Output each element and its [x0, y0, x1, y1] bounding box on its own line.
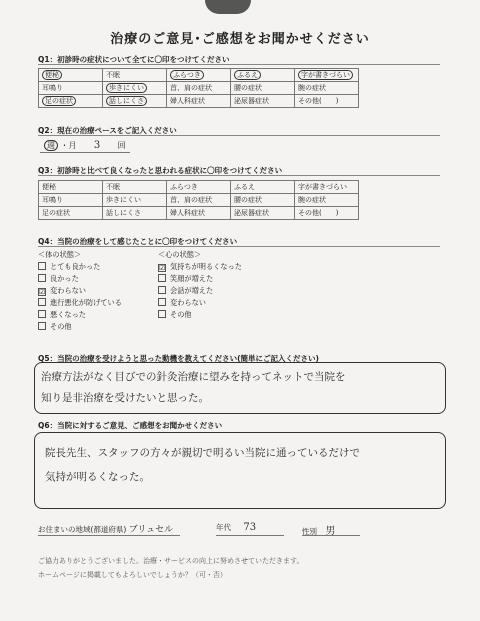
q3-item: 婦人科症状	[170, 209, 205, 217]
q1-table	[38, 68, 359, 108]
q3-cell[interactable]	[39, 194, 103, 207]
q4-option-label: 会話が増えた	[170, 286, 214, 295]
q2-label: Q2：現在の治療ペースをご記入ください	[38, 125, 440, 136]
scan-artifact	[205, 0, 251, 14]
age-value: 73	[243, 522, 257, 533]
q3-table	[38, 180, 359, 220]
q5-answer-line-2: 知り是非治療を受けたいと思った。	[41, 392, 209, 404]
q1-item: 足の症状	[42, 96, 76, 106]
q3-item: ふらつき	[170, 183, 198, 191]
q1-item: 婦人科症状	[170, 97, 205, 105]
checkbox[interactable]	[158, 286, 166, 294]
q2-pace-count: 3	[93, 140, 101, 151]
q3-cell[interactable]	[295, 207, 359, 220]
q4-body-option[interactable]	[38, 297, 122, 309]
age-underline	[216, 535, 284, 536]
q4-option-label: 気持ちが明るくなった	[170, 262, 242, 271]
q4-option-label: 変わらない	[170, 298, 206, 307]
q4-body-list	[38, 249, 122, 333]
q3-cell[interactable]	[103, 181, 167, 194]
checkbox[interactable]	[38, 262, 46, 270]
q4-body-option[interactable]	[38, 273, 122, 285]
q4-option-label: 悪くなった	[50, 310, 86, 319]
page-title: 治療のご意見･ご感想をお聞かせください	[110, 32, 370, 47]
q1-cell[interactable]	[39, 82, 103, 95]
q1-cell[interactable]	[103, 69, 167, 82]
q1-cell[interactable]	[231, 95, 295, 108]
q1-cell[interactable]	[167, 82, 231, 95]
checkbox-checked[interactable]: ☑	[39, 288, 46, 296]
q1-cell[interactable]	[167, 69, 231, 82]
q1-item: 不眠	[106, 71, 120, 79]
q1-item: 腕の症状	[298, 84, 326, 92]
q3-item: 腰の症状	[234, 196, 262, 204]
q4-option-label: その他	[50, 322, 72, 331]
q3-item: 首、肩の症状	[170, 196, 212, 204]
q5-label: Q5：当院の治療を受けようと思った動機を教えてください(簡単にご記入ください)	[38, 354, 319, 363]
region-value: ブリュセル	[128, 525, 174, 535]
q3-item: 話しにくさ	[106, 209, 141, 217]
region-underline	[38, 535, 180, 536]
q4-option-label: とても良かった	[50, 262, 101, 271]
checkbox[interactable]	[158, 298, 166, 306]
age-label: 年代	[216, 523, 231, 532]
q1-cell[interactable]	[295, 69, 359, 82]
q3-cell[interactable]	[167, 181, 231, 194]
q4-option-label: 進行悪化が防げている	[50, 298, 122, 307]
consent-text: ホームページに掲載してもよろしいでしょうか？（可・否）	[38, 571, 227, 579]
thanks-text: ご協力ありがとうございました。治療・サービスの向上に努めさせていただきます。	[38, 557, 304, 565]
q3-item: 歩きにくい	[106, 196, 141, 204]
checkbox[interactable]	[38, 322, 46, 330]
q6-answer-box[interactable]	[34, 432, 446, 509]
q1-item: 首、肩の症状	[170, 84, 212, 92]
q1-cell[interactable]	[39, 69, 103, 82]
q3-item: 泌尿器症状	[234, 209, 269, 217]
q6-label: Q6：当院に対するご意見、ご感想をお聞かせください	[38, 421, 223, 430]
q1-item: その他( )	[298, 97, 339, 105]
q3-item: 字が書きづらい	[298, 183, 347, 191]
q4-mind-option[interactable]	[158, 273, 242, 285]
q4-option-label: 笑顔が増えた	[170, 274, 214, 283]
q6-answer-line-2: 気持が明るくなった。	[45, 471, 150, 483]
region-label: お住まいの地域(都道府県)	[38, 525, 127, 534]
q3-item: 不眠	[106, 183, 120, 191]
q1-item: ふるえ	[234, 70, 261, 80]
q1-item: 腰の症状	[234, 84, 262, 92]
q3-item: 足の症状	[42, 209, 70, 217]
q1-item: ふらつき	[170, 70, 204, 80]
q3-cell[interactable]	[231, 207, 295, 220]
q2-underline	[40, 152, 130, 153]
checkbox[interactable]	[158, 310, 166, 318]
q3-cell[interactable]	[39, 207, 103, 220]
q4-mind-option[interactable]	[158, 261, 242, 273]
checkbox[interactable]	[158, 274, 166, 282]
q4-body-option[interactable]	[38, 309, 122, 321]
q1-item: 字が書きづらい	[298, 70, 353, 80]
q1-cell[interactable]	[103, 95, 167, 108]
sex-value: 男	[325, 526, 336, 537]
region-field[interactable]	[38, 522, 178, 535]
q4-mind-list	[158, 249, 242, 321]
q5-answer-line-1: 治療方法がなく目びでの針灸治療に望みを持ってネットで当院を	[41, 371, 346, 383]
q2-pace-unit: 回	[117, 141, 126, 150]
q3-item: 耳鳴り	[42, 196, 63, 204]
q3-cell[interactable]	[103, 194, 167, 207]
checkbox[interactable]	[38, 298, 46, 306]
q4-body-option[interactable]	[38, 321, 122, 333]
q4-option-label: 良かった	[50, 274, 79, 283]
q1-cell[interactable]	[231, 69, 295, 82]
q1-item: 便秘	[42, 70, 62, 80]
q3-item: その他( )	[298, 209, 339, 217]
q6-answer-line-1: 院長先生、スタッフの方々が親切で明るい当院に通っているだけで	[45, 447, 360, 459]
checkbox[interactable]	[38, 274, 46, 282]
q3-label: Q3：初診時と比べて良くなったと思われる症状に〇印をつけてください	[38, 165, 440, 176]
q5-answer-box[interactable]	[34, 362, 446, 414]
q1-cell[interactable]	[231, 82, 295, 95]
q4-label: Q4：当院の治療をして感じたことに〇印をつけてください	[38, 236, 440, 247]
q3-cell[interactable]	[231, 181, 295, 194]
checkbox-checked[interactable]: ☑	[159, 264, 166, 272]
q1-cell[interactable]	[167, 95, 231, 108]
q1-item: 話しにくさ	[106, 96, 147, 106]
q3-cell[interactable]	[167, 194, 231, 207]
q1-cell[interactable]	[295, 95, 359, 108]
q3-cell[interactable]	[39, 181, 103, 194]
age-field[interactable]	[216, 522, 256, 533]
q4-mind-option[interactable]	[158, 309, 242, 321]
q3-item: ふるえ	[234, 183, 255, 191]
q1-item: 歩きにくい	[106, 83, 147, 93]
q4-body-head: ＜体の状態＞	[38, 250, 82, 259]
q3-cell[interactable]	[103, 207, 167, 220]
q4-mind-head: ＜心の状態＞	[158, 250, 202, 259]
q4-option-label: 変わらない	[50, 286, 86, 295]
q3-cell[interactable]	[167, 207, 231, 220]
sex-label: 性別	[302, 527, 317, 536]
q4-body-option[interactable]	[38, 261, 122, 273]
q1-item: 泌尿器症状	[234, 97, 269, 105]
q1-item: 耳鳴り	[42, 84, 63, 92]
q1-cell[interactable]	[103, 82, 167, 95]
q3-cell[interactable]	[295, 194, 359, 207]
q3-cell[interactable]	[231, 194, 295, 207]
q2-pace[interactable]	[44, 140, 126, 151]
q1-cell[interactable]	[295, 82, 359, 95]
q3-item: 腕の症状	[298, 196, 326, 204]
q2-pace-week: 週	[44, 140, 58, 151]
sex-underline	[302, 535, 360, 536]
q3-item: 便秘	[42, 183, 56, 191]
q2-pace-month: ・月	[60, 141, 77, 150]
q4-mind-option[interactable]	[158, 285, 242, 297]
checkbox[interactable]	[38, 310, 46, 318]
q4-mind-option[interactable]	[158, 297, 242, 309]
q4-body-option[interactable]	[38, 285, 122, 297]
q1-label: Q1：初診時の症状について全てに〇印をつけてください	[38, 54, 440, 65]
q4-option-label: その他	[170, 310, 192, 319]
q3-cell[interactable]	[295, 181, 359, 194]
q1-cell[interactable]	[39, 95, 103, 108]
